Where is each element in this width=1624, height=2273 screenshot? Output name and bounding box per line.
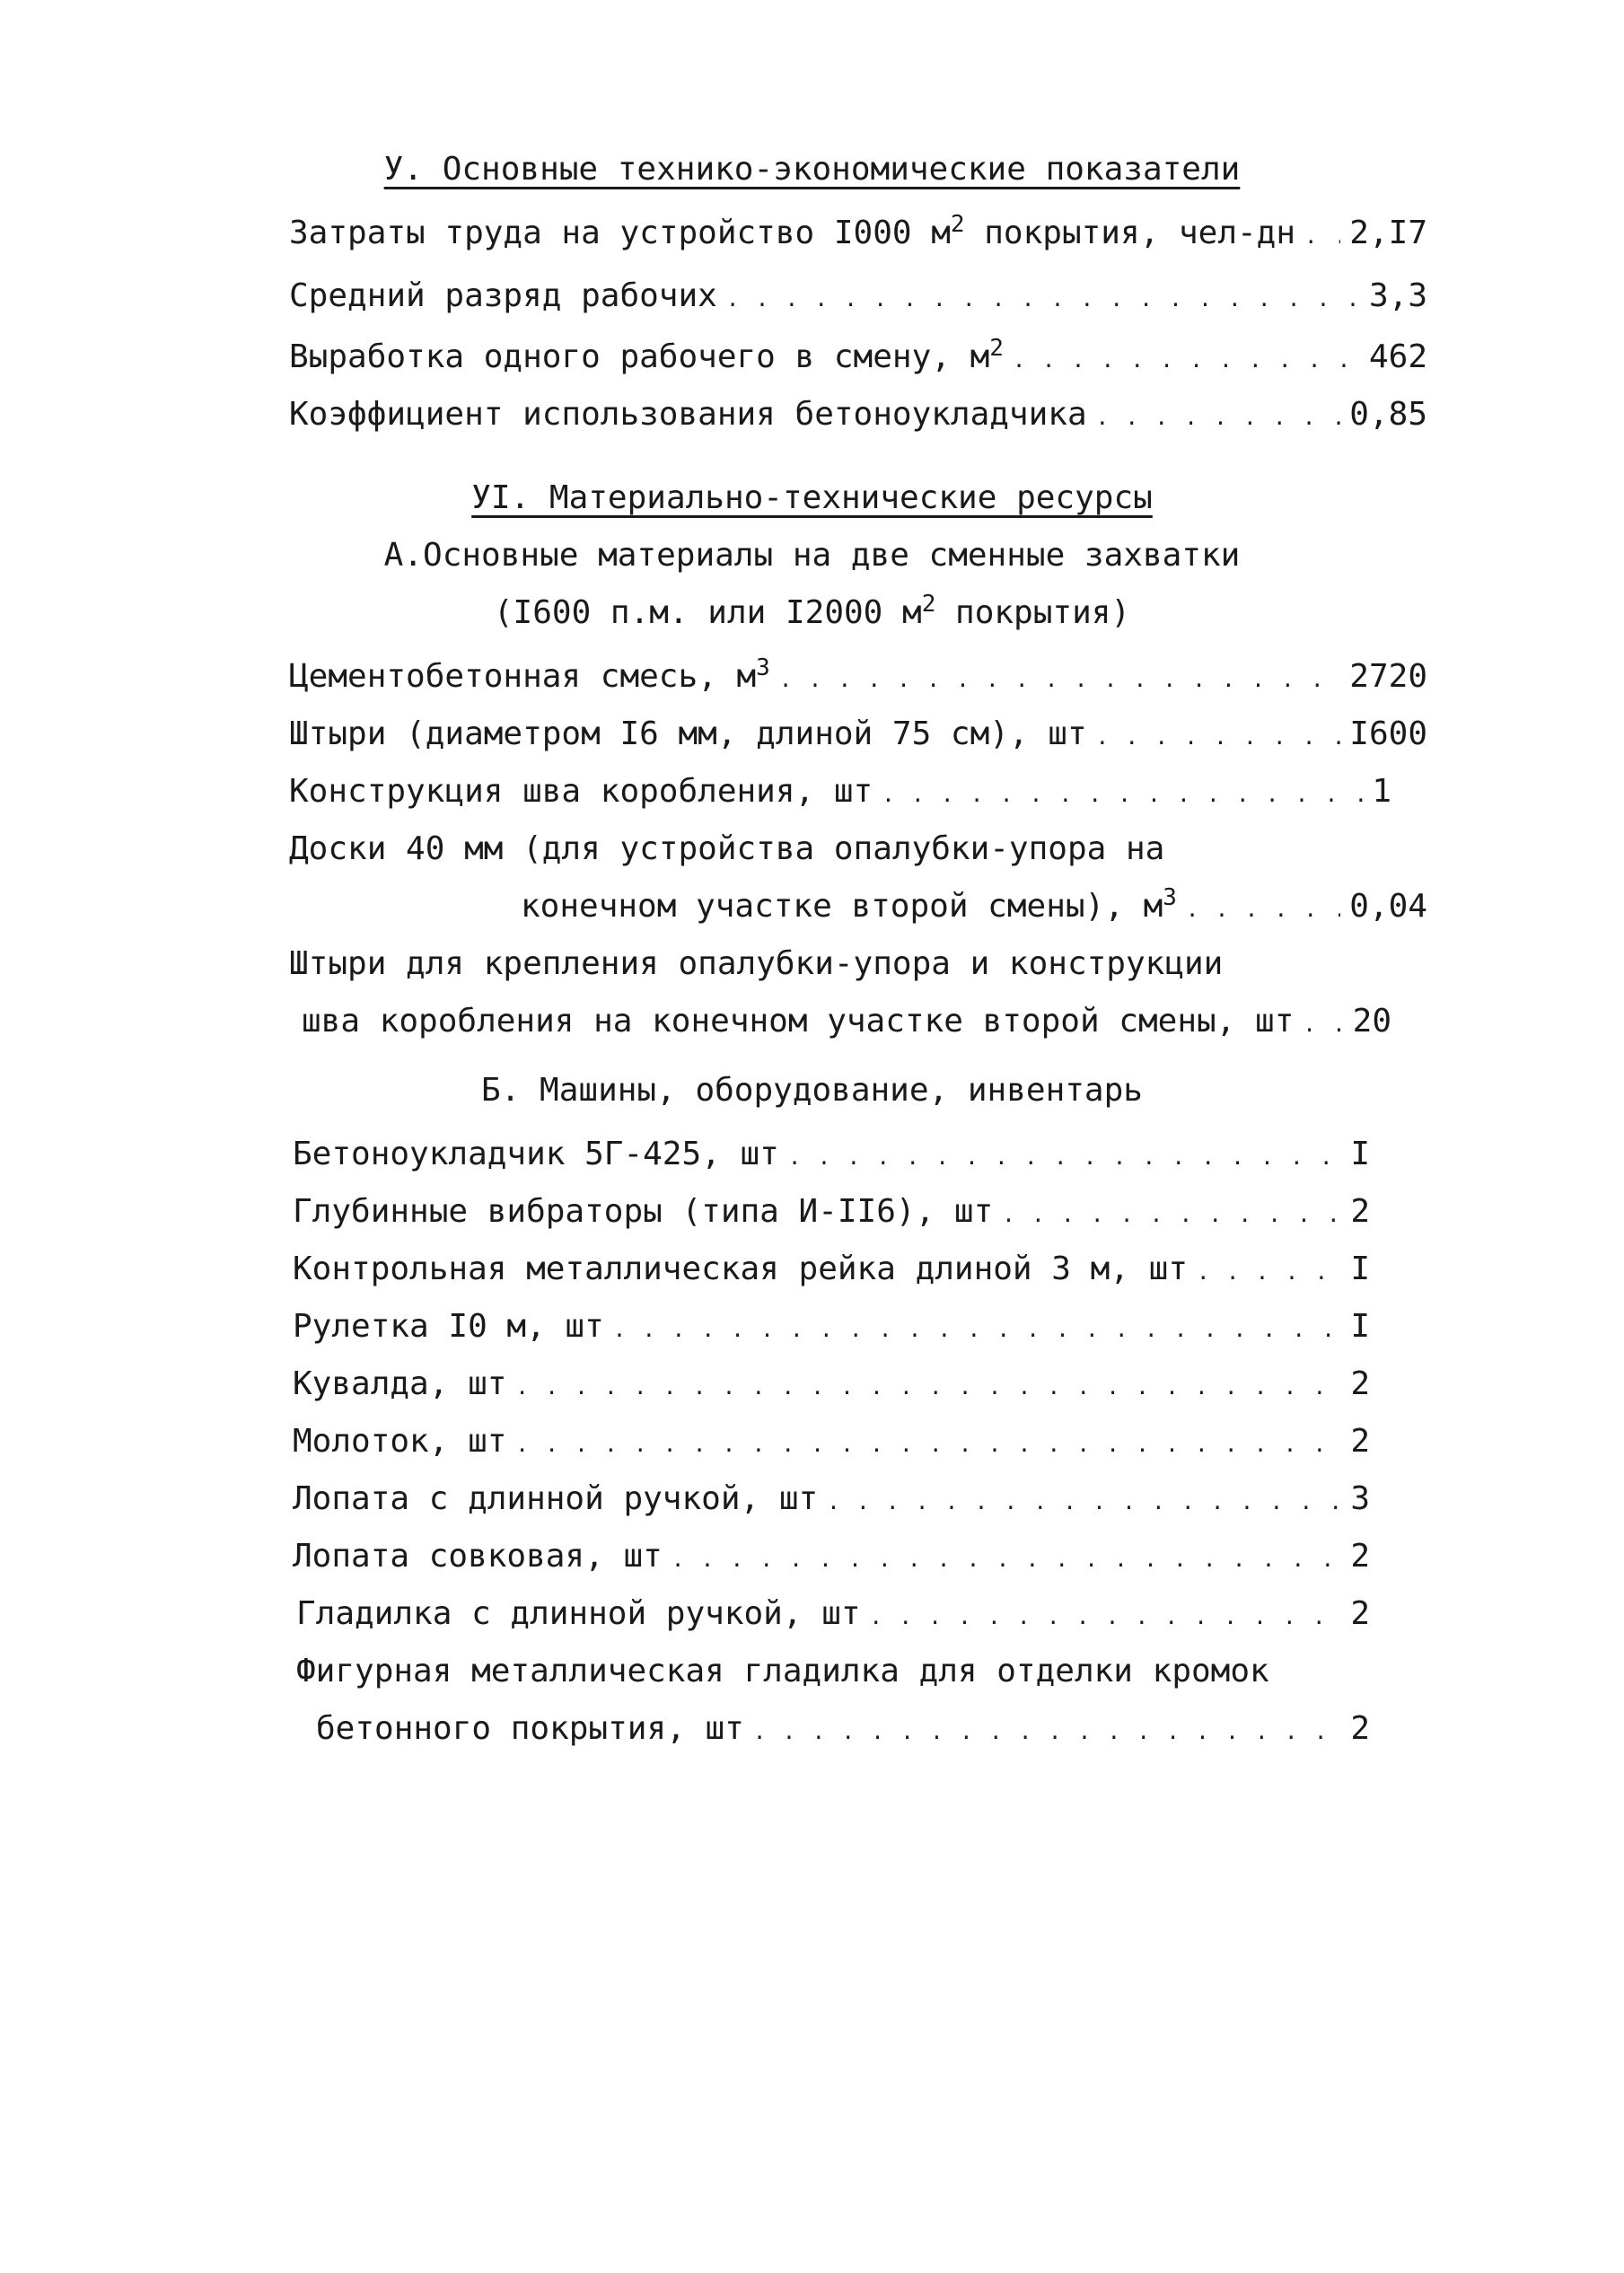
- materials-subtitle-scope: (I600 п.м. или I2000 $м^2$ покрытия): [493, 591, 1131, 631]
- leader-dots: [827, 1478, 1341, 1523]
- section-6-title-text: УI. Материально-технические ресурсы: [471, 479, 1153, 516]
- machine-row: [293, 1305, 1370, 1348]
- machine-value: 2: [1350, 1538, 1370, 1575]
- machine-row-trowel: [316, 1707, 1370, 1751]
- leader-dots: [779, 655, 1340, 701]
- material-value: 1: [1372, 773, 1391, 810]
- machine-label: Глубинные вибраторы (типа И-II6), шт: [293, 1193, 994, 1230]
- indicator-row: [289, 393, 1427, 436]
- material-label: Штыри (диаметром I6 мм, длиной 75 см), шт: [289, 715, 1087, 752]
- machine-label: бетонного покрытия, шт: [316, 1710, 744, 1747]
- machine-row: [293, 1190, 1370, 1233]
- leader-dots: [726, 275, 1360, 320]
- indicator-label: Затраты труда на устройство I000 $м^2$ покрытия, чел-дн: [289, 211, 1296, 251]
- pins-label-line-1: Штыри для крепления опалубки-упора и конструкции: [289, 945, 1224, 982]
- section-6-title: [0, 479, 1624, 516]
- material-row: [289, 713, 1427, 756]
- leader-dots: [870, 1593, 1342, 1638]
- machine-label: Контрольная металлическая рейка длиной 3 м, шт: [293, 1251, 1188, 1287]
- machine-row: [293, 1248, 1370, 1291]
- leader-dots: [1002, 1190, 1341, 1236]
- boards-label-line-1: Доски 40 мм (для устройства опалубки-упора на: [289, 830, 1165, 867]
- material-value: I600: [1349, 715, 1427, 752]
- indicator-label: Средний разряд рабочих: [289, 277, 717, 314]
- machine-row: [293, 1420, 1370, 1463]
- leader-dots: [1013, 336, 1360, 382]
- material-row-boards: [521, 885, 1427, 928]
- material-row: [289, 655, 1427, 698]
- machine-row: [293, 1363, 1370, 1406]
- leader-dots: [1186, 885, 1340, 931]
- machine-row: [293, 1535, 1370, 1578]
- machine-row: [293, 1133, 1370, 1176]
- machine-label: Лопата с длинной ручкой, шт: [293, 1480, 819, 1517]
- leader-dots: [1096, 393, 1341, 439]
- machine-label: Лопата совковая, шт: [293, 1538, 663, 1575]
- machine-label: Гладилка с длинной ручкой, шт: [296, 1595, 861, 1632]
- machine-value: I: [1350, 1251, 1370, 1287]
- indicator-row: [289, 212, 1427, 255]
- material-value: 20: [1352, 1003, 1391, 1040]
- machine-row: [293, 1478, 1370, 1521]
- machine-value: I: [1350, 1308, 1370, 1345]
- leader-dots: [1303, 1000, 1343, 1046]
- material-row: [289, 770, 1391, 813]
- machine-value: 2: [1350, 1423, 1370, 1460]
- machine-value: 2: [1350, 1193, 1370, 1230]
- leader-dots: [882, 770, 1363, 816]
- indicator-label: Коэффициент использования бетоноукладчика: [289, 396, 1087, 433]
- material-value: 2720: [1349, 658, 1427, 695]
- material-label: Конструкция шва коробления, шт: [289, 773, 873, 810]
- leader-dots: [1197, 1248, 1341, 1294]
- material-label: Цементобетонная смесь, $м^3$: [289, 654, 770, 695]
- leader-dots: [672, 1535, 1342, 1581]
- machine-value: I: [1350, 1136, 1370, 1172]
- machine-value: 2: [1350, 1710, 1370, 1747]
- material-row-pins: [302, 1000, 1391, 1043]
- section-5-title: [0, 151, 1624, 188]
- material-label: конечном участке второй смены), $м^3$: [521, 884, 1177, 925]
- machine-value: 3: [1350, 1480, 1370, 1517]
- trowel-label-line-1: Фигурная металлическая гладилка для отделки кромок: [296, 1653, 1269, 1689]
- leader-dots: [515, 1420, 1341, 1466]
- leader-dots: [613, 1305, 1342, 1351]
- leader-dots: [788, 1133, 1341, 1179]
- leader-dots: [1096, 713, 1341, 759]
- indicator-value: 0,85: [1349, 396, 1427, 433]
- leader-dots: [1304, 212, 1340, 258]
- indicator-value: 2,I7: [1349, 215, 1427, 251]
- machine-value: 2: [1350, 1595, 1370, 1632]
- machines-subtitle: Б. Машины, оборудование, инвентарь: [481, 1072, 1143, 1109]
- leader-dots: [753, 1707, 1341, 1753]
- machine-label: Кувалда, шт: [293, 1365, 507, 1402]
- materials-subtitle: А.Основные материалы на две сменные захватки: [383, 537, 1241, 574]
- machine-label: Рулетка I0 м, шт: [293, 1308, 604, 1345]
- indicator-value: 3,3: [1368, 277, 1427, 314]
- indicator-value: 462: [1368, 338, 1427, 375]
- leader-dots: [515, 1363, 1341, 1409]
- machine-row: [296, 1593, 1370, 1636]
- section-5-title-text: У. Основные технико-экономические показатели: [383, 151, 1241, 188]
- machine-label: Бетоноукладчик 5Г-425, шт: [293, 1136, 779, 1172]
- indicator-row: [289, 275, 1427, 318]
- material-label: шва коробления на конечном участке второй смены, шт: [302, 1003, 1295, 1040]
- material-value: 0,04: [1349, 888, 1427, 925]
- indicator-row: [289, 336, 1427, 379]
- indicator-label: Выработка одного рабочего в смену, $м^2$: [289, 335, 1004, 375]
- machine-value: 2: [1350, 1365, 1370, 1402]
- machine-label: Молоток, шт: [293, 1423, 507, 1460]
